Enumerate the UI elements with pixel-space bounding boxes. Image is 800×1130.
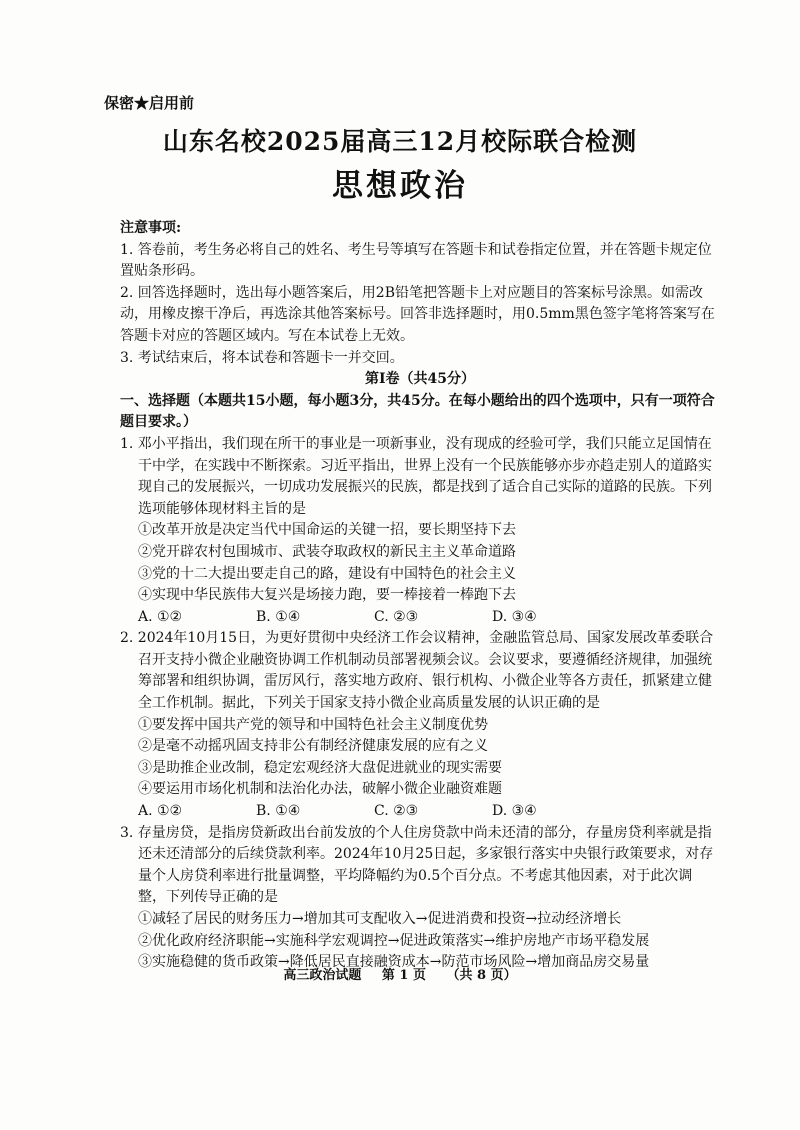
answer-choices (138, 801, 720, 823)
question-1 (120, 434, 720, 628)
question-3 (120, 823, 720, 974)
notice-heading: 注意事项: (120, 220, 182, 236)
exam-content (120, 218, 720, 974)
choice-c: C. ②③ (374, 608, 419, 625)
subject-title: 思想政治 (332, 168, 468, 204)
question-stem: 1. 邓小平指出，我们现在所干的事业是一项新事业，没有现成的经验可学，我们只能立足国情在干中学，在实践中不断探索。习近平指出，世界上没有一个民族能够亦步亦趋走别人的道路实现自己的发展振兴，一切成功发展振兴的民族，都是找到了适合自己实际的道路的民族。下列选项能够体现材料主旨的是 (120, 435, 712, 517)
footer-total-pages: （共 8 页） (446, 968, 517, 983)
question-option: ②优化政府经济职能→实施科学宏观调控→促进政策落实→维护房地产市场平稳发展 (138, 932, 650, 949)
choice-d: D. ③④ (492, 803, 537, 820)
page-footer (0, 964, 800, 983)
question-2 (120, 628, 720, 822)
exam-title: 山东名校2025届高三12月校际联合检测 (162, 127, 638, 156)
footer-subject: 高三政治试题 (283, 968, 362, 983)
question-option: ④要运用市场化机制和法治化办法，破解小微企业融资难题 (138, 781, 502, 798)
choice-a: A. ①② (138, 803, 183, 820)
notice-item: 3. 考试结束后，将本试卷和答题卡一并交回。 (120, 349, 404, 366)
choice-a: A. ①② (138, 608, 183, 625)
choice-d: D. ③④ (492, 608, 537, 625)
question-option: ②党开辟农村包围城市、武装夺取政权的新民主主义革命道路 (138, 543, 516, 560)
section-title: 第Ⅰ卷（共45分） (364, 371, 476, 388)
question-stem: 3. 存量房贷，是指房贷新政出台前发放的个人住房贷款中尚未还清的部分，存量房贷利率就是指还未还清部分的后续贷款利率。2024年10月25日起，多家银行落实中央银行政策要求，对存量个人房贷利率进行批量调整，平均降幅约为0.5个百分点。不考虑其他因素，对于此次调整，下列传导正确的是 (120, 824, 714, 906)
question-option: ③党的十二大提出要走自己的路，建设有中国特色的社会主义 (138, 565, 516, 582)
question-option: ②是毫不动摇巩固支持非公有制经济健康发展的应有之义 (138, 738, 488, 755)
notice-item: 1. 答卷前，考生务必将自己的姓名、考生号等填写在答题卡和试卷指定位置，并在答题卡规定位置贴条形码。 (120, 241, 712, 280)
answer-choices (138, 607, 720, 629)
question-option: ③是助推企业改制，稳定宏观经济大盘促进就业的现实需要 (138, 759, 502, 776)
section-instruction: 一、选择题（本题共15小题，每小题3分，共45分。在每小题给出的四个选项中，只有一项符合题目要求。） (120, 392, 715, 431)
question-option: ①改革开放是决定当代中国命运的关键一招，要长期坚持下去 (138, 522, 516, 539)
choice-c: C. ②③ (374, 803, 419, 820)
footer-page-number: 第 1 页 (381, 968, 426, 983)
question-option: ①要发挥中国共产党的领导和中国特色社会主义制度优势 (138, 716, 488, 733)
question-option: ④实现中华民族伟大复兴是场接力跑，要一棒接着一棒跑下去 (138, 587, 516, 604)
question-option: ①减轻了居民的财务压力→增加其可支配收入→促进消费和投资→拉动经济增长 (138, 911, 622, 927)
confidential-label: 保密★启用前 (104, 94, 195, 112)
choice-b: B. ①④ (256, 608, 301, 625)
question-option: ③实施稳健的货币政策→降低居民直接融资成本→防范市场风险→增加商品房交易量 (138, 954, 650, 971)
notice-item: 2. 回答选择题时，选出每小题答案后，用2B铅笔把答题卡上对应题目的答案标号涂黑。如需改动，用橡皮擦干净后，再选涂其他答案标号。回答非选择题时，用0.5mm黑色签字笔将答案写在答题卡对应的答题区域内。写在本试卷上无效。 (120, 284, 715, 344)
question-stem: 2. 2024年10月15日，为更好贯彻中央经济工作会议精神，金融监管总局、国家发展改革委联合召开支持小微企业融资协调工作机制动员部署视频会议。会议要求，要遵循经济规律，加强统筹部署和组织协调，雷厉风行，落实地方政府、银行机构、小微企业等各方责任，抓紧建立健全工作机制。据此，下列关于国家支持小微企业高质量发展的认识正确的是 (120, 630, 714, 712)
choice-b: B. ①④ (256, 803, 301, 820)
